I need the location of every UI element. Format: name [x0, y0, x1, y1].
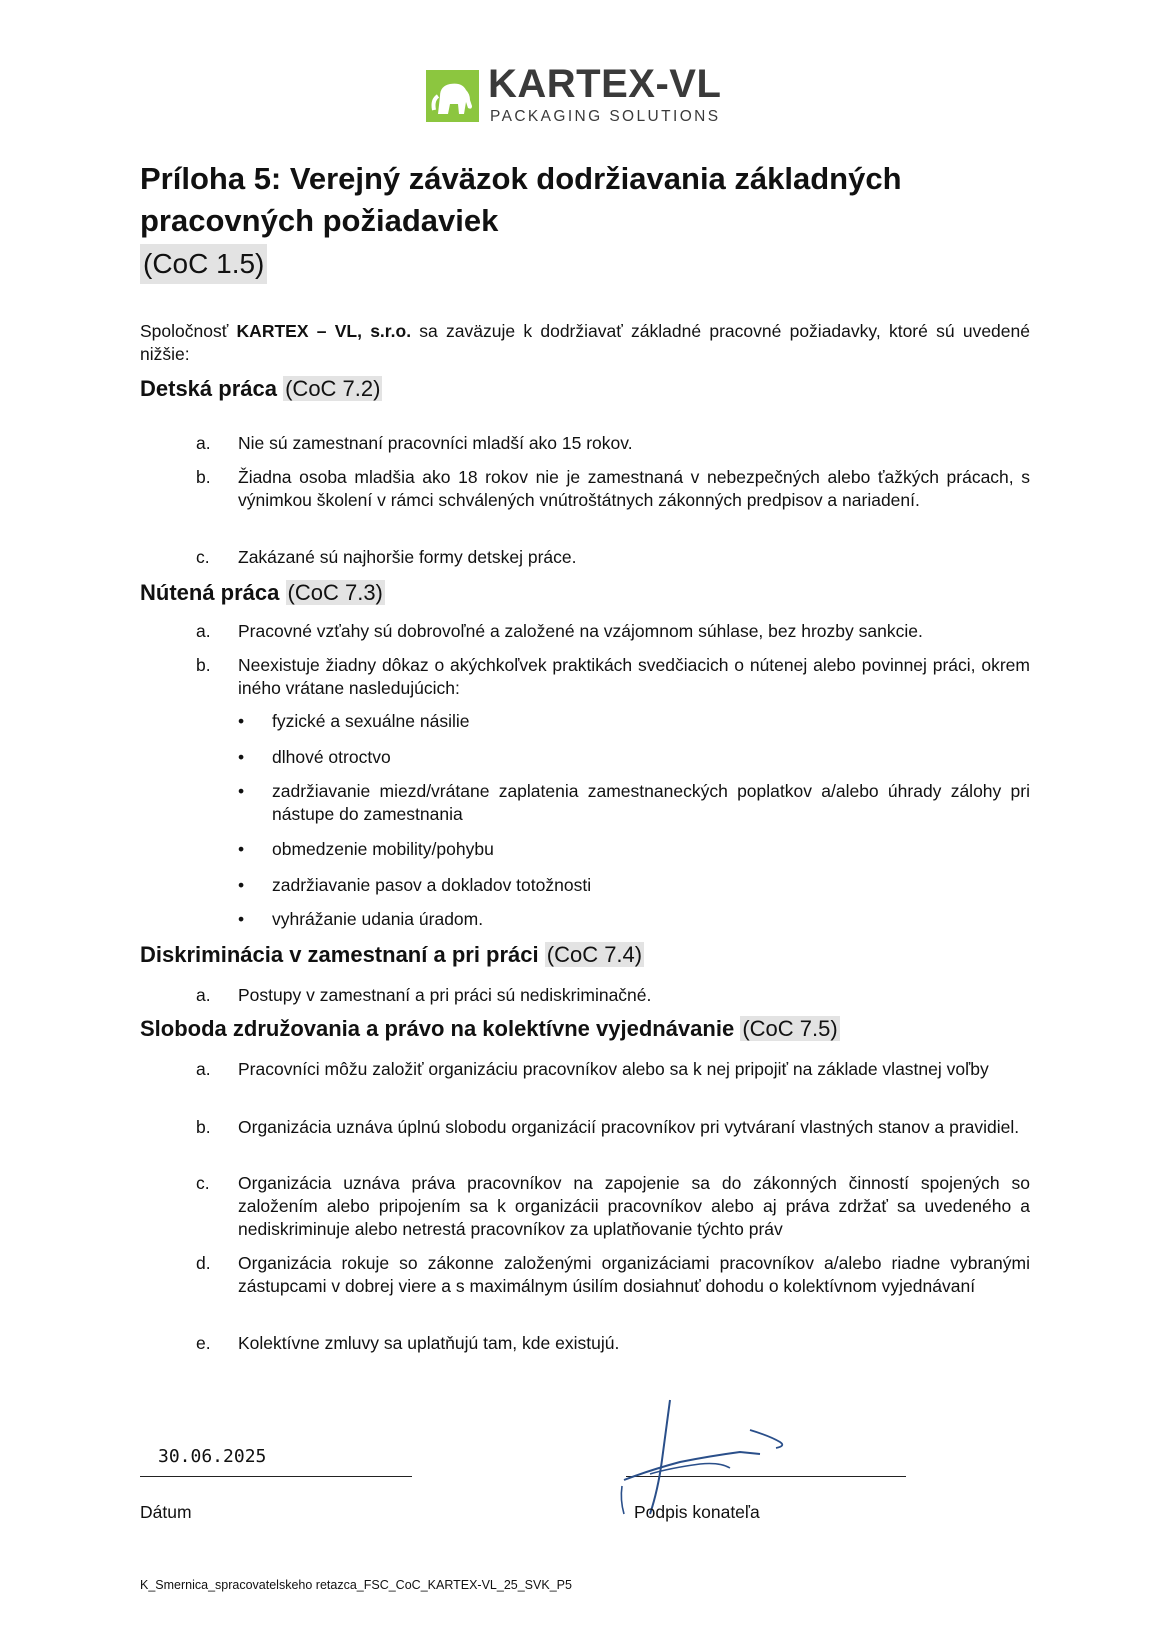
intro-suffix: sa zaväzuje k dodržiavať základné pracovné požiadavky, ktoré sú uvedené nižšie:: [140, 321, 1030, 364]
signature-label: Podpis konateľa: [634, 1502, 760, 1522]
bullet-icon: •: [238, 781, 245, 801]
section-reference: (CoC 7.5): [742, 1016, 838, 1041]
bullet-icon: •: [238, 875, 245, 895]
document-footer: K_Smernica_spracovatelskeho retazca_FSC_CoC_KARTEX-VL_25_SVK_P5: [140, 1578, 572, 1592]
date-value: 30.06.2025: [158, 1446, 267, 1467]
logo-name: KARTEX-VL: [488, 62, 722, 106]
elephant-logo-icon: [426, 70, 479, 122]
logo-tagline: PACKAGING SOLUTIONS: [490, 108, 721, 125]
document-title: Príloha 5: Verejný záväzok dodržiavania základných pracovných požiadaviek: [140, 161, 902, 238]
company-name: KARTEX – VL, s.r.o.: [236, 321, 412, 341]
section-heading: Sloboda združovania a právo na kolektívne vyjednávanie (CoC 7.5): [140, 1016, 838, 1041]
section-reference: (CoC 7.4): [546, 942, 643, 967]
section-heading: Diskriminácia v zamestnaní a pri práci (CoC 7.4): [140, 942, 643, 967]
section-heading: Nútená práca (CoC 7.3): [140, 580, 383, 605]
handwritten-signature: [610, 1390, 810, 1520]
date-label: Dátum: [140, 1502, 192, 1522]
bullet-icon: •: [238, 747, 245, 767]
date-line: [140, 1476, 412, 1477]
section-reference: (CoC 7.3): [287, 580, 383, 605]
company-logo: [426, 62, 746, 128]
intro-paragraph: [140, 320, 1030, 366]
bullet-icon: •: [238, 839, 245, 859]
section-heading: Detská práca (CoC 7.2): [140, 376, 381, 401]
bullet-icon: •: [238, 711, 245, 731]
title-reference: (CoC 1.5): [140, 244, 267, 284]
intro-prefix: Spoločnosť: [140, 321, 237, 341]
section-reference: (CoC 7.2): [285, 376, 381, 401]
bullet-icon: •: [238, 909, 245, 929]
